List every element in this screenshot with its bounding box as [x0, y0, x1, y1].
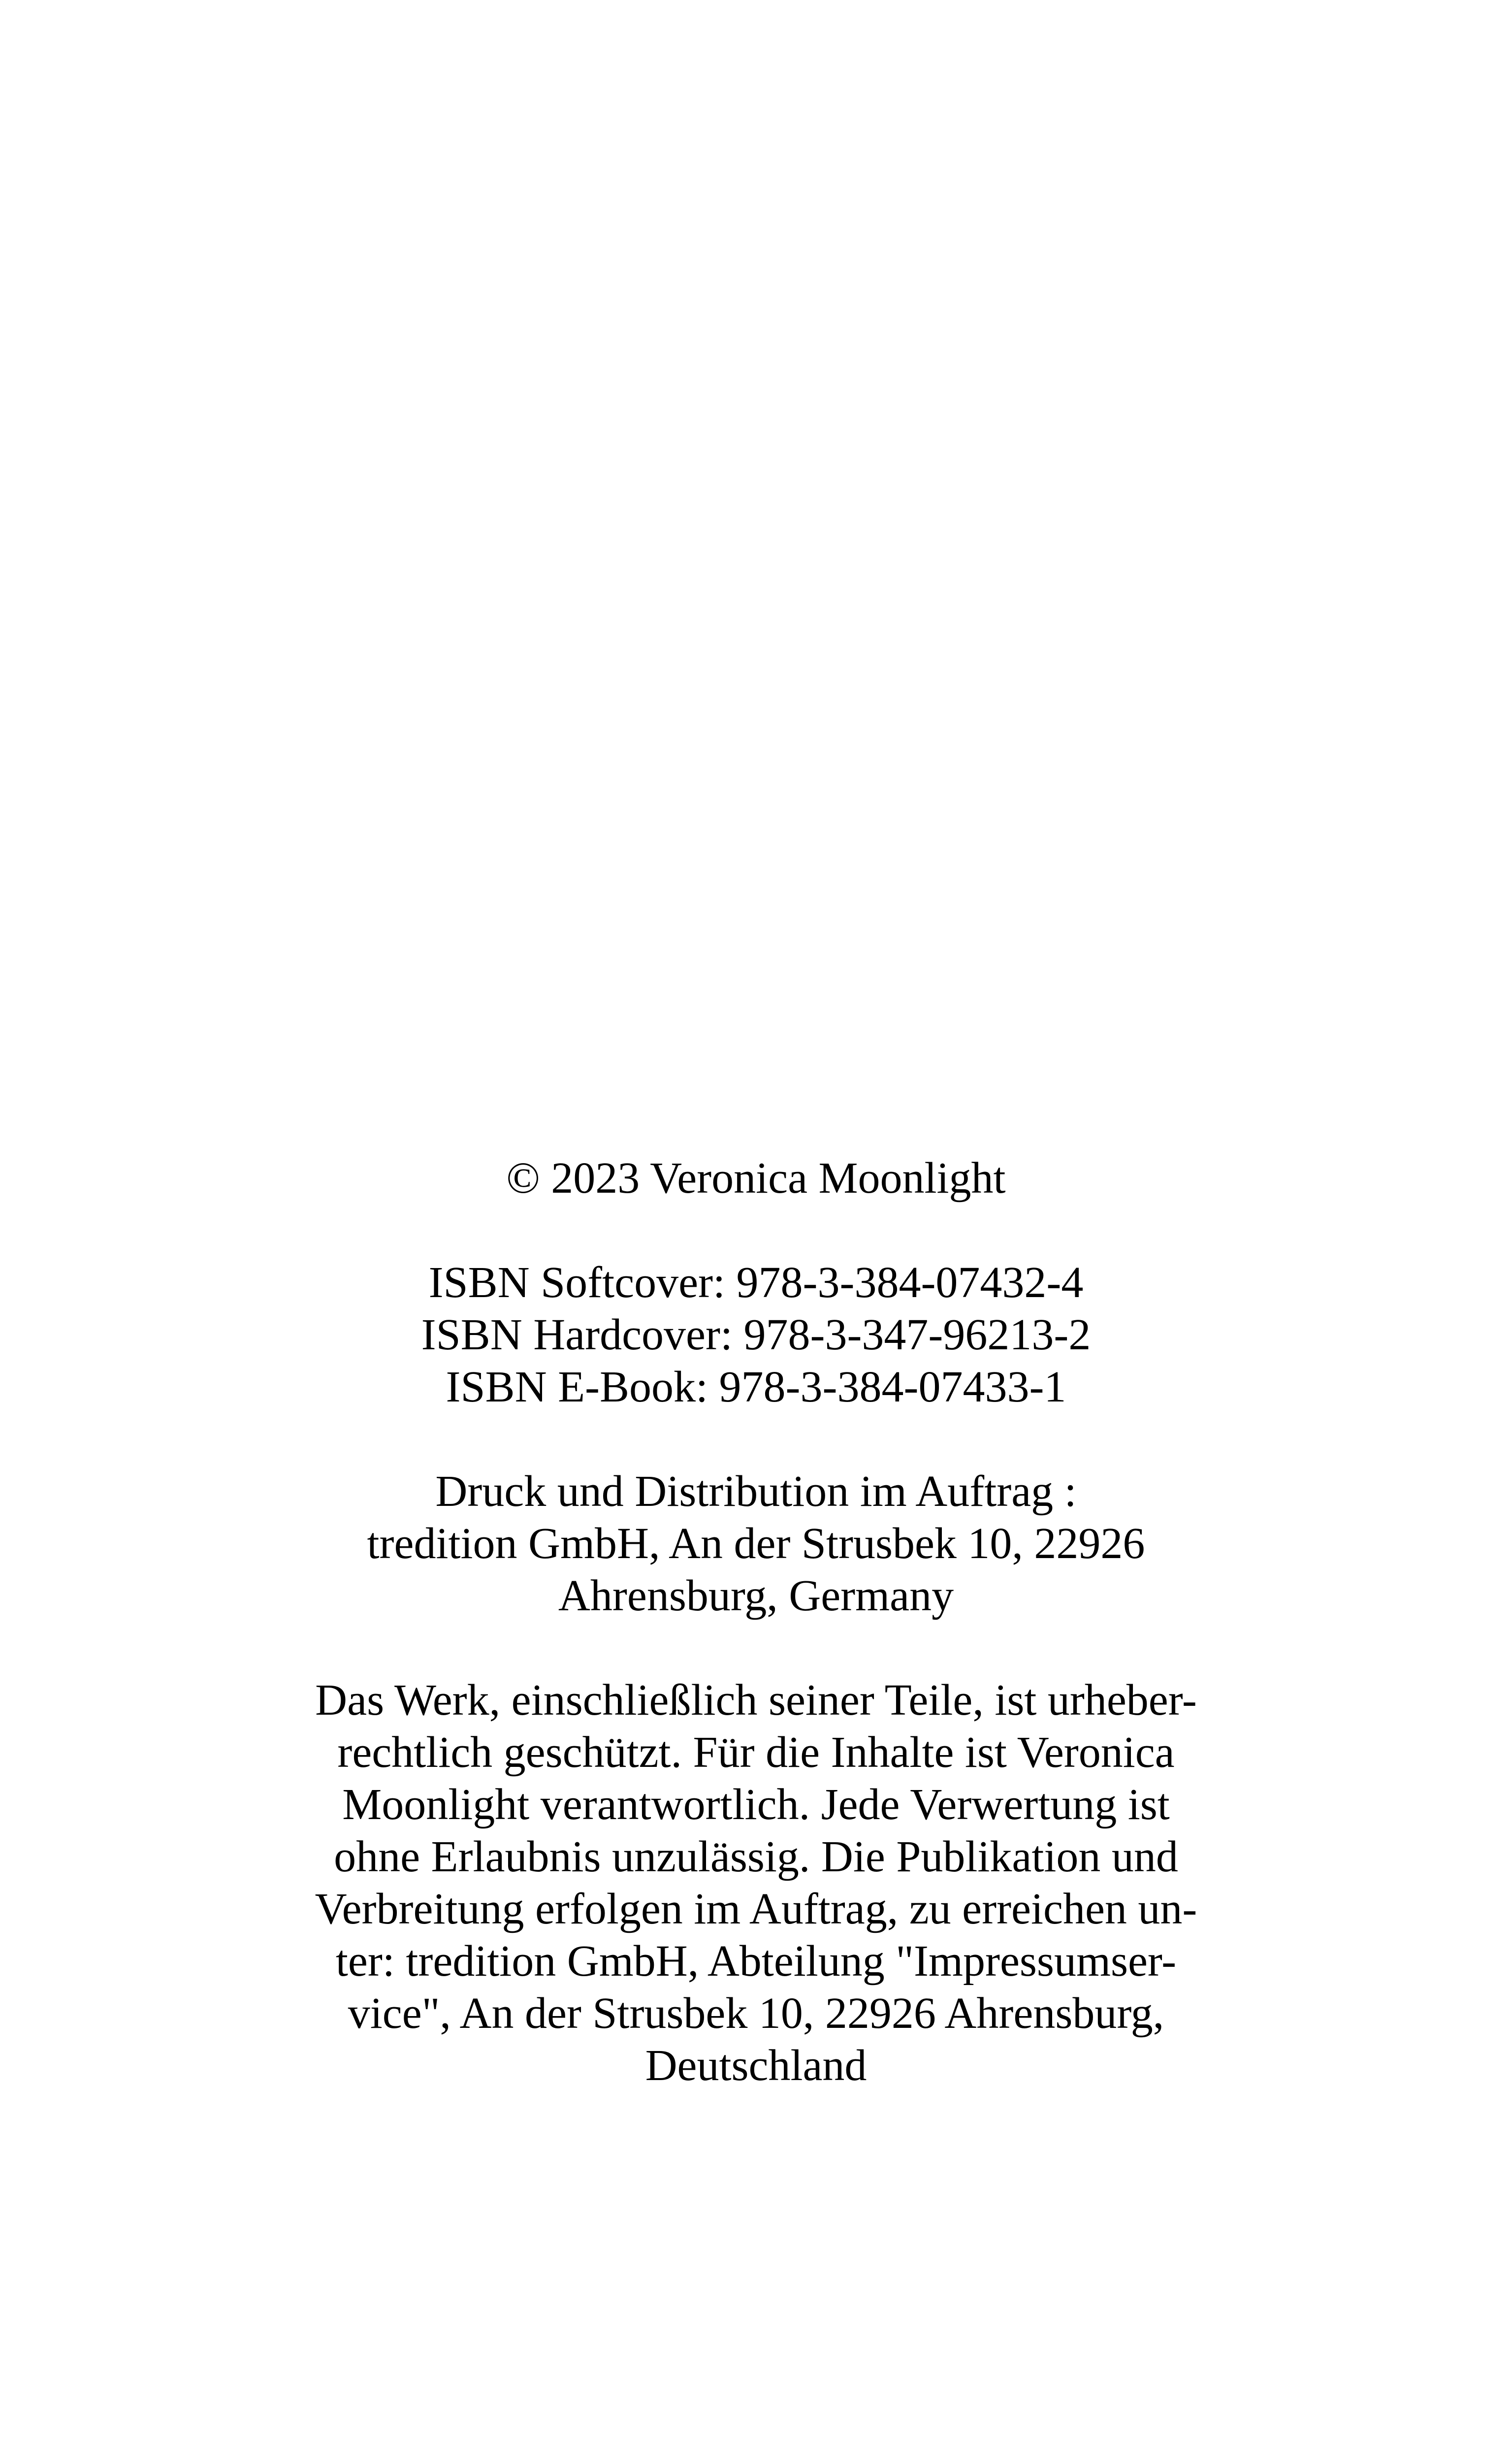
copyright-block — [0, 1152, 1512, 1205]
legal-notice-line: vice", An der Strusbek 10, 22926 Ahrensburg, — [348, 1989, 1164, 2038]
legal-notice-line: Das Werk, einschließlich seiner Teile, ist urheber- — [315, 1676, 1197, 1725]
isbn-block — [0, 1257, 1512, 1413]
distribution-line: tredition GmbH, An der Strusbek 10, 22926 — [367, 1519, 1145, 1568]
legal-notice-line: Deutschland — [645, 2041, 867, 2090]
distribution-block — [0, 1466, 1512, 1622]
distribution-line: Ahrensburg, Germany — [558, 1571, 954, 1620]
legal-notice-line: rechtlich geschützt. Für die Inhalte ist Veronica — [337, 1728, 1175, 1777]
legal-notice-line: ter: tredition GmbH, Abteilung "Impressumser- — [335, 1937, 1177, 1986]
legal-notice-line: Moonlight verantwortlich. Jede Verwertung ist — [342, 1780, 1170, 1829]
copyright-notice: © 2023 Veronica Moonlight — [506, 1154, 1006, 1203]
isbn-hardcover: ISBN Hardcover: 978-3-347-96213-2 — [421, 1310, 1091, 1359]
distribution-line: Druck und Distribution im Auftrag : — [435, 1467, 1077, 1516]
legal-notice-block — [0, 1674, 1512, 2092]
isbn-softcover: ISBN Softcover: 978-3-384-07432-4 — [428, 1258, 1084, 1307]
legal-notice-line: ohne Erlaubnis unzulässig. Die Publikation und — [334, 1832, 1178, 1881]
isbn-ebook: ISBN E-Book: 978-3-384-07433-1 — [446, 1363, 1066, 1411]
imprint-page — [0, 1152, 1512, 2144]
legal-notice-line: Verbreitung erfolgen im Auftrag, zu erreichen un- — [315, 1885, 1197, 1933]
